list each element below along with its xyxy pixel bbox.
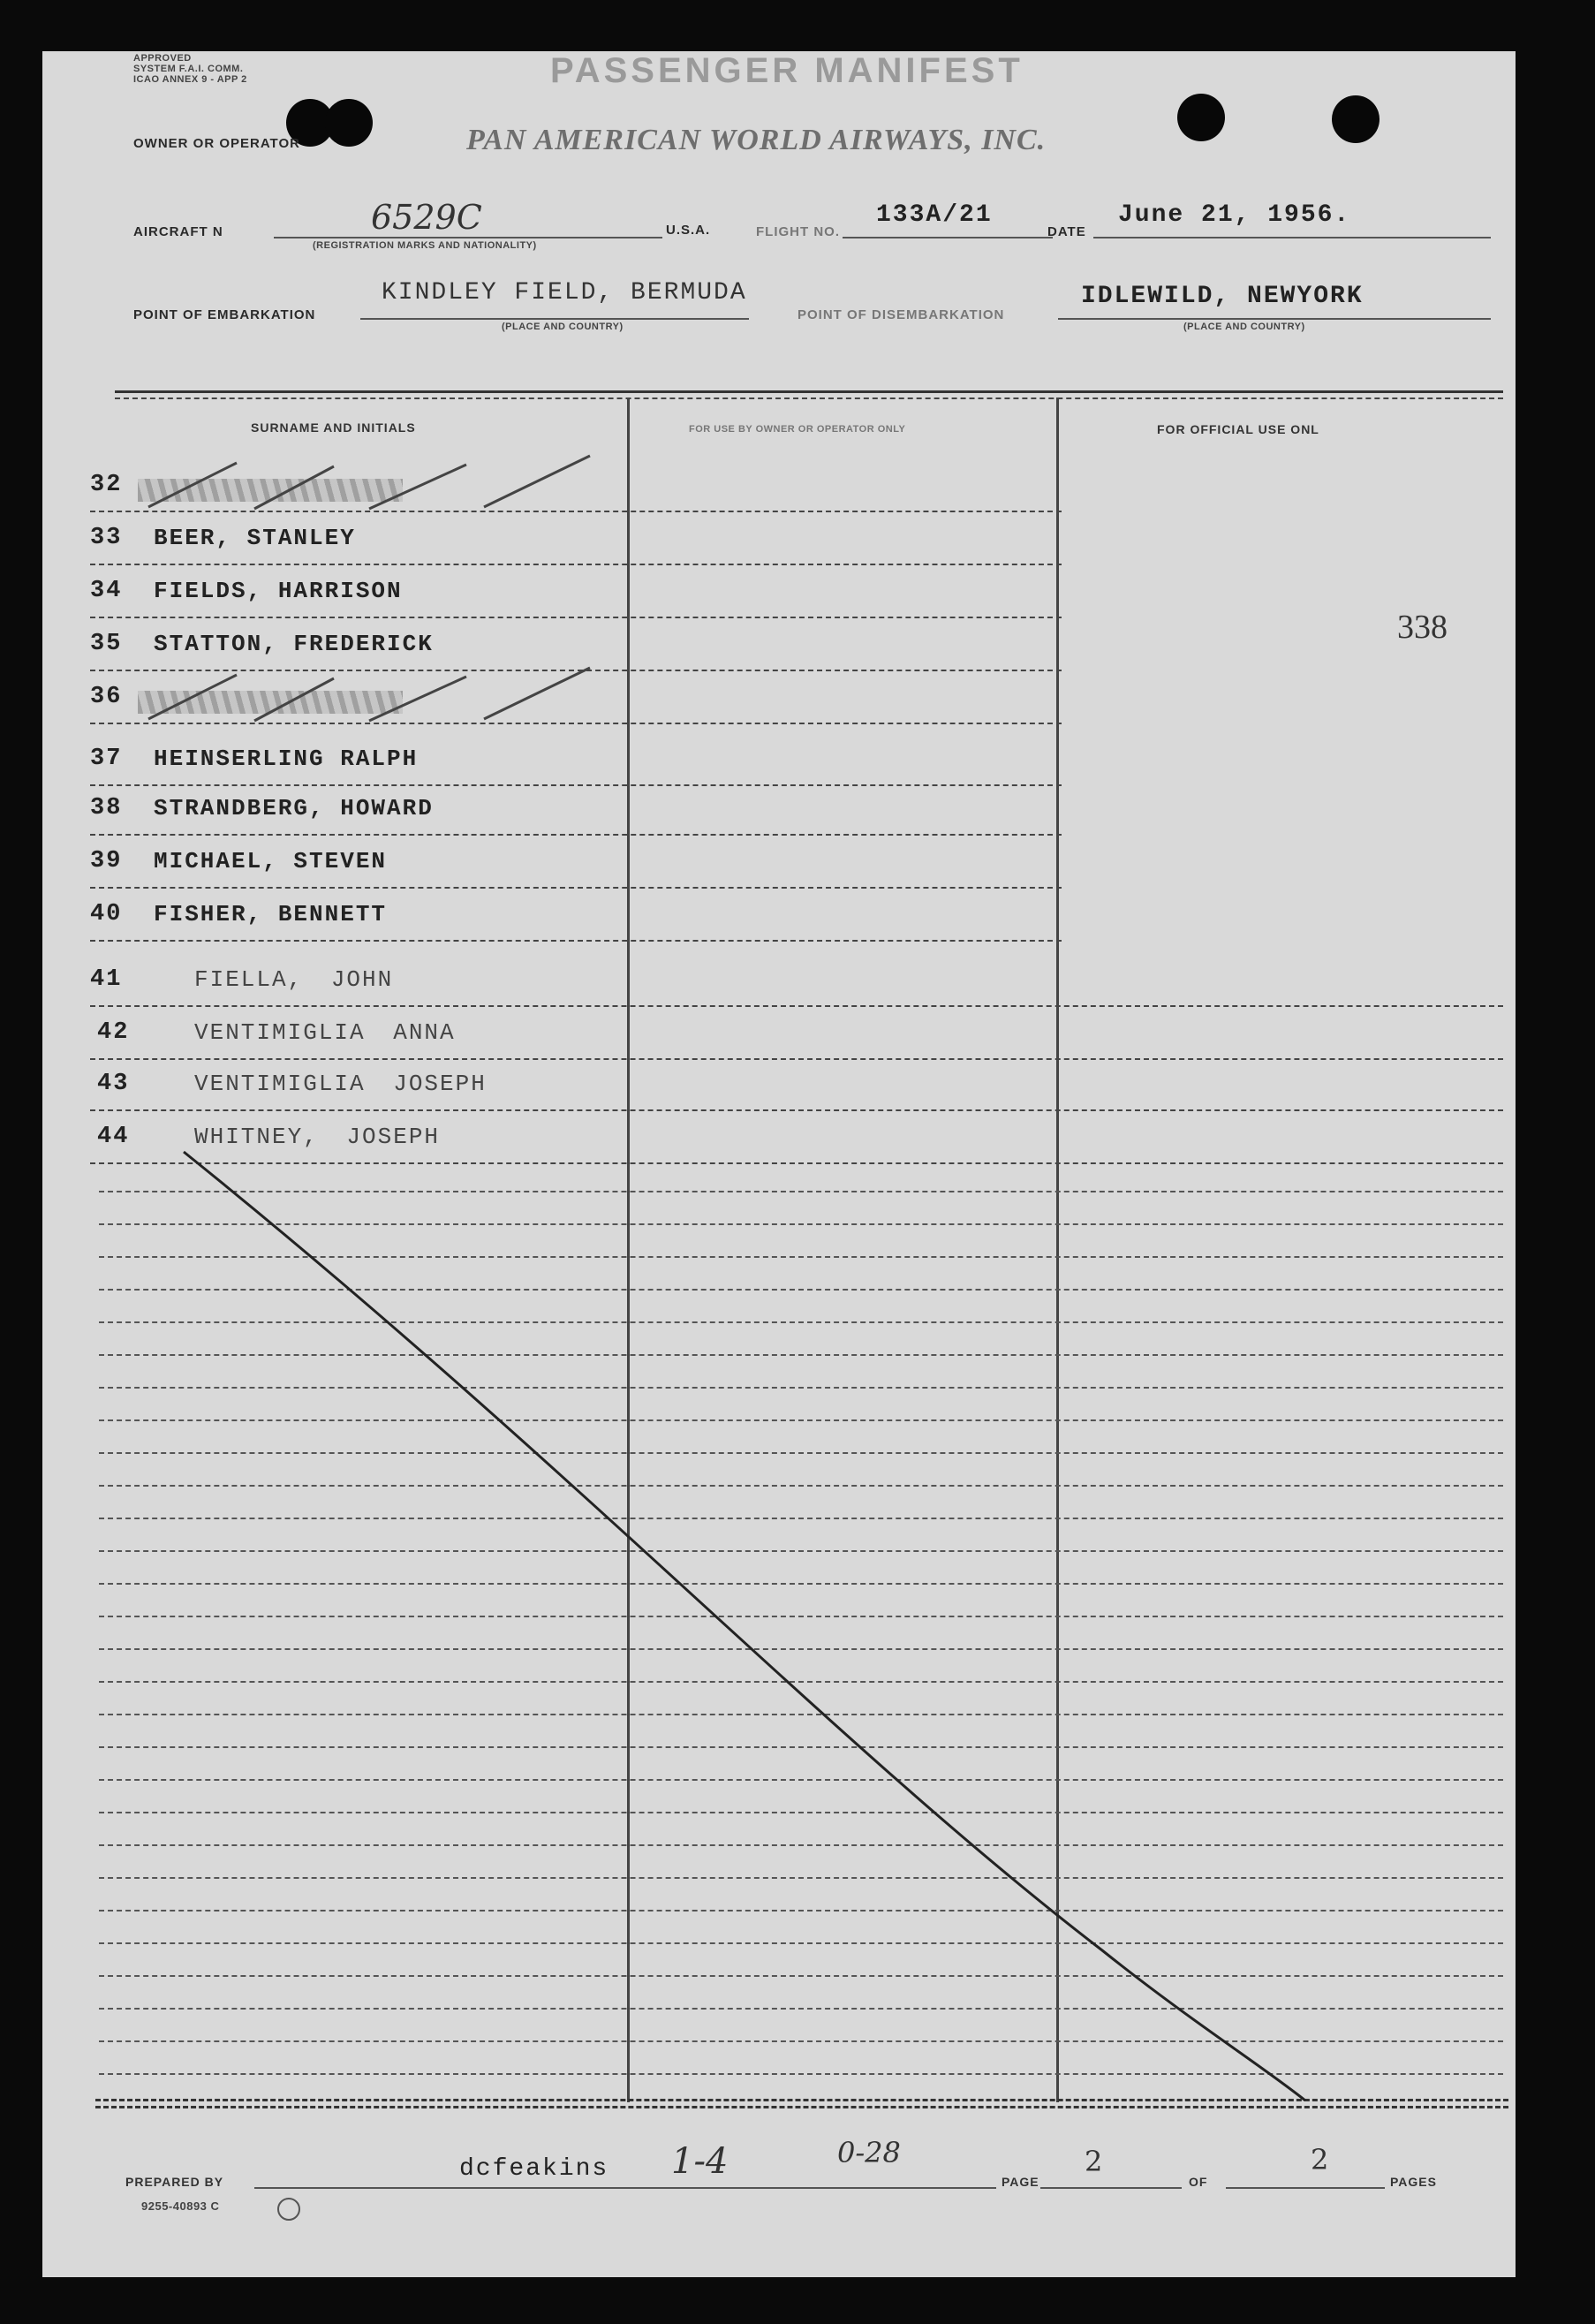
passenger-name: FIELDS, HARRISON xyxy=(154,578,403,604)
pages-label: PAGES xyxy=(1390,2175,1437,2189)
row-number: 32 xyxy=(90,472,123,498)
row-number: 38 xyxy=(90,795,123,821)
flight-label: FLIGHT NO. xyxy=(756,224,840,239)
usa-label: U.S.A. xyxy=(666,223,711,238)
page-value: 2 xyxy=(1085,2145,1103,2178)
row-number: 36 xyxy=(90,684,123,710)
passenger-name: VENTIMIGLIA ANNA xyxy=(194,1019,456,1046)
page-label: PAGE xyxy=(1002,2175,1039,2189)
passenger-name: FIELLA, JOHN xyxy=(194,966,394,993)
of-underline xyxy=(1226,2187,1385,2189)
passenger-name: MICHAEL, STEVEN xyxy=(154,848,388,874)
date-label: DATE xyxy=(1047,224,1086,239)
header-surname: SURNAME AND INITIALS xyxy=(251,420,416,435)
prepared-value: dcfeakins xyxy=(459,2155,609,2183)
manifest-page xyxy=(42,51,1516,2277)
prepared-label: PREPARED BY xyxy=(125,2175,224,2189)
passenger-name: FISHER, BENNETT xyxy=(154,901,388,927)
disembark-sublabel: (PLACE AND COUNTRY) xyxy=(1183,322,1305,332)
of-value: 2 xyxy=(1311,2143,1329,2176)
void-stroke xyxy=(42,51,1516,2277)
row-number: 39 xyxy=(90,848,123,874)
header-owner-use: FOR USE BY OWNER OR OPERATOR ONLY xyxy=(689,424,906,435)
row-number: 34 xyxy=(90,578,123,604)
passenger-name: STATTON, FREDERICK xyxy=(154,631,434,657)
form-title: PASSENGER MANIFEST xyxy=(550,51,1024,90)
passenger-name: STRANDBERG, HOWARD xyxy=(154,795,434,821)
hand-note-2: 0-28 xyxy=(837,2136,901,2169)
embark-value: KINDLEY FIELD, BERMUDA xyxy=(382,279,747,307)
row-number: 40 xyxy=(90,901,123,927)
embark-label: POINT OF EMBARKATION xyxy=(133,307,316,322)
row-number: 42 xyxy=(97,1019,130,1046)
of-label: OF xyxy=(1189,2175,1208,2189)
row-number: 44 xyxy=(97,1124,130,1150)
disembark-value: IDLEWILD, NEWYORK xyxy=(1081,283,1364,310)
approval-line-1: APPROVED xyxy=(133,53,192,64)
margin-note: 338 xyxy=(1397,609,1448,646)
flight-value: 133A/21 xyxy=(876,201,993,229)
row-number: 35 xyxy=(90,631,123,657)
passenger-name: VENTIMIGLIA JOSEPH xyxy=(194,1071,487,1097)
row-number: 37 xyxy=(90,746,123,772)
union-bug-icon xyxy=(277,2198,300,2221)
approval-line-2: SYSTEM F.A.I. COMM. xyxy=(133,64,244,74)
row-number: 41 xyxy=(90,966,123,993)
aircraft-label: AIRCRAFT N xyxy=(133,224,223,239)
date-value: June 21, 1956. xyxy=(1118,201,1351,229)
passenger-name: WHITNEY, JOSEPH xyxy=(194,1124,441,1150)
passenger-name: HEINSERLING RALPH xyxy=(154,746,419,772)
header-official-use: FOR OFFICIAL USE ONL xyxy=(1157,422,1319,436)
approval-line-3: ICAO ANNEX 9 - APP 2 xyxy=(133,74,247,85)
form-number: 9255-40893 C xyxy=(141,2199,220,2213)
embark-sublabel: (PLACE AND COUNTRY) xyxy=(502,322,624,332)
disembark-label: POINT OF DISEMBARKATION xyxy=(798,307,1005,322)
owner-label: OWNER OR OPERATOR xyxy=(133,136,300,151)
page-underline xyxy=(1040,2187,1182,2189)
hand-note-1: 1-4 xyxy=(671,2141,729,2182)
row-number: 33 xyxy=(90,525,123,551)
aircraft-sublabel: (REGISTRATION MARKS AND NATIONALITY) xyxy=(313,240,537,251)
passenger-name: BEER, STANLEY xyxy=(154,525,356,551)
owner-value: PAN AMERICAN WORLD AIRWAYS, INC. xyxy=(466,124,1047,156)
row-number: 43 xyxy=(97,1071,130,1097)
prepared-underline xyxy=(254,2187,996,2189)
aircraft-value: 6529C xyxy=(371,198,482,237)
